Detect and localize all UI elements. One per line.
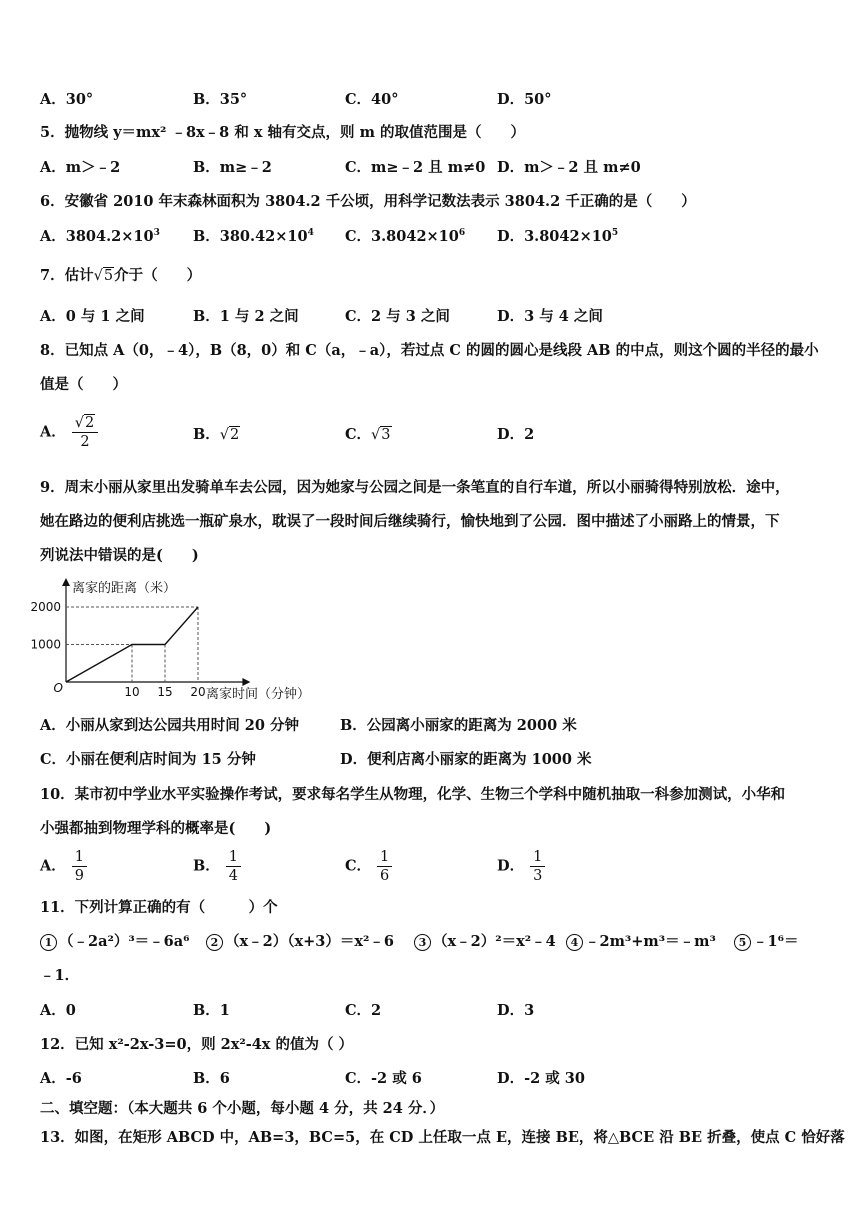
q12-option-a: A．-6 xyxy=(40,1070,82,1087)
q11-option-b: B．1 xyxy=(193,1002,230,1019)
q11-item-2 xyxy=(206,932,394,952)
q11-item-2-text: （x﹣2）（x+3）＝x²﹣6 xyxy=(225,933,394,950)
q10-d-denominator: 3 xyxy=(533,868,543,884)
q12-stem: 12．已知 x²-2x-3=0，则 2x²-4x 的值为（ ） xyxy=(40,1036,354,1053)
q9-option-d: D．便利店离小丽家的距离为 1000 米 xyxy=(340,751,592,768)
q12-option-b: B．6 xyxy=(193,1070,230,1087)
q10-a-denominator: 9 xyxy=(74,868,84,884)
q8-b-radicand: 2 xyxy=(230,427,240,443)
q8-c-label: C． xyxy=(345,426,372,443)
q7-radicand: 5 xyxy=(103,268,114,284)
q11-item-3-text: （x﹣2）²＝x²﹣4 xyxy=(433,933,556,950)
q8-option-c: C．√3 xyxy=(345,426,391,443)
x-axis-label: 离家时间（分钟） xyxy=(206,687,311,702)
q8-stem-line1: 8．已知点 A（0，﹣4），B（8，0）和 C（a，﹣a），若过点 C 的圆的圆心是线段 AB 的中点，则这个圆的半径的最小 xyxy=(40,342,819,359)
q7-option-b: B．1 与 2 之间 xyxy=(193,308,299,325)
q9-stem-line3: 列说法中错误的是( ) xyxy=(40,547,199,564)
q10-option-b xyxy=(193,848,241,885)
q4-option-a: A．30° xyxy=(40,91,94,108)
q11-item-5 xyxy=(734,932,798,952)
y-axis-arrow xyxy=(62,578,70,586)
q7-option-a: A．0 与 1 之间 xyxy=(40,308,145,325)
q11-item-4-marker: 4 xyxy=(566,934,583,951)
q5-option-d: D．m＞﹣2 且 m≠0 xyxy=(497,159,641,176)
q9-stem-line1: 9．周末小丽从家里出发骑单车去公园，因为她家与公园之间是一条笔直的自行车道，所以小丽骑得特别放松．途中， xyxy=(40,479,790,496)
q6-option-a xyxy=(40,227,160,247)
q11-item-3 xyxy=(414,932,556,952)
q10-option-a xyxy=(40,848,87,885)
q10-stem-line2: 小强都抽到物理学科的概率是( ) xyxy=(40,820,272,837)
section-2-heading: 二、填空题：（本大题共 6 个小题，每小题 4 分，共 24 分．） xyxy=(40,1100,445,1117)
q8-c-radicand: 3 xyxy=(381,427,391,443)
origin-label: O xyxy=(53,681,63,695)
q6-b-base: B．380.42×10 xyxy=(193,228,308,245)
q7-stem-suffix: 介于（ ） xyxy=(114,267,202,284)
q10-c-numerator: 1 xyxy=(377,848,392,867)
y-axis-label: 离家的距离（米） xyxy=(72,581,177,596)
q7-sqrt: √5 xyxy=(93,268,114,284)
q6-option-c xyxy=(345,227,465,247)
x-tick-15: 15 xyxy=(157,685,173,699)
q6-b-exp: 4 xyxy=(307,228,314,239)
q8-option-a xyxy=(40,414,98,451)
q7-stem-prefix: 7．估计 xyxy=(40,267,94,284)
q11-item-4 xyxy=(566,932,716,952)
q9-option-a: A．小丽从家到达公园共用时间 20 分钟 xyxy=(40,717,300,734)
q4-option-d: D．50° xyxy=(497,91,552,108)
q8-a-denominator: 2 xyxy=(80,434,90,450)
q11-option-c: C．2 xyxy=(345,1002,382,1019)
q11-option-a: A．0 xyxy=(40,1002,76,1019)
q10-stem-line1: 10．某市初中学业水平实验操作考试，要求每名学生从物理，化学、生物三个学科中随机抽取一科参加测试，小华和 xyxy=(40,786,786,803)
q10-d-label: D． xyxy=(497,857,525,875)
q10-b-label: B． xyxy=(193,857,220,875)
q10-d-numerator: 1 xyxy=(530,848,545,867)
x-axis-arrow xyxy=(242,678,250,686)
q10-a-numerator: 1 xyxy=(72,848,87,867)
q11-item-5-marker: 5 xyxy=(734,934,751,951)
q13-stem: 13．如图，在矩形 ABCD 中，AB=3，BC=5，在 CD 上任取一点 E，连接 BE，将△BCE 沿 BE 折叠，使点 C 恰好落 xyxy=(40,1129,845,1146)
q9-stem-line2: 她在路边的便利店挑选一瓶矿泉水，耽误了一段时间后继续骑行，愉快地到了公园．图中描述了小丽路上的情景，下 xyxy=(40,513,780,530)
q9-option-c: C．小丽在便利店时间为 15 分钟 xyxy=(40,751,256,768)
q6-c-exp: 6 xyxy=(458,228,466,239)
q10-c-denominator: 6 xyxy=(380,868,390,884)
q11-item-1-text: （﹣2a²）³＝﹣6a⁶ xyxy=(59,933,190,950)
y-tick-1000: 1000 xyxy=(30,637,61,652)
q5-option-c: C．m≥﹣2 且 m≠0 xyxy=(345,159,486,176)
q11-item-4-text: ﹣2m³+m³＝﹣m³ xyxy=(585,933,716,950)
x-tick-10: 10 xyxy=(124,685,140,699)
q5-option-a: A．m＞﹣2 xyxy=(40,159,121,176)
q6-stem: 6．安徽省 2010 年末森林面积为 3804.2 千公顷，用科学记数法表示 3804.2 千正确的是（ ） xyxy=(40,193,696,210)
q5-option-b: B．m≥﹣2 xyxy=(193,159,272,176)
q11-item-1 xyxy=(40,932,190,952)
q8-a-radicand: 2 xyxy=(85,415,95,431)
q7-option-d: D．3 与 4 之间 xyxy=(497,308,603,325)
q6-a-base: A．3804.2×10 xyxy=(40,228,154,245)
q11-item-5-text: ﹣1⁶＝ xyxy=(753,933,799,950)
q11-option-d: D．3 xyxy=(497,1002,535,1019)
q11-item-3-marker: 3 xyxy=(414,934,431,951)
q10-b-numerator: 1 xyxy=(226,848,241,867)
q9-option-b: B．公园离小丽家的距离为 2000 米 xyxy=(340,717,577,734)
q11-continuation: ﹣1． xyxy=(40,967,80,984)
q12-option-c: C．-2 或 6 xyxy=(345,1070,422,1087)
q12-option-d: D．-2 或 30 xyxy=(497,1070,585,1087)
q8-a-fraction: $\frac{√2}{2}$ xyxy=(72,414,98,451)
q6-option-d xyxy=(497,227,618,247)
q11-stem: 11．下列计算正确的有（ ）个 xyxy=(40,899,278,916)
q8-a-label: A． xyxy=(40,423,66,441)
q7-option-c: C．2 与 3 之间 xyxy=(345,308,450,325)
q6-option-b xyxy=(193,227,314,247)
q4-option-c: C．40° xyxy=(345,91,399,108)
q6-d-base: D．3.8042×10 xyxy=(497,228,612,245)
q6-d-exp: 5 xyxy=(611,228,619,239)
q8-option-d: D．2 xyxy=(497,426,535,443)
q6-a-exp: 3 xyxy=(153,228,160,239)
q6-c-base: C．3.8042×10 xyxy=(345,228,459,245)
q10-a-label: A． xyxy=(40,857,66,875)
q8-stem-line2: 值是（ ） xyxy=(40,376,127,393)
q5-stem: 5．抛物线 y＝mx² ﹣8x﹣8 和 x 轴有交点，则 m 的取值范围是（ ） xyxy=(40,124,525,141)
distance-time-graph xyxy=(30,576,358,704)
q10-b-denominator: 4 xyxy=(228,868,238,884)
q4-option-b: B．35° xyxy=(193,91,248,108)
q7-stem xyxy=(40,266,201,286)
q10-option-d xyxy=(497,848,545,885)
q10-c-label: C． xyxy=(345,857,372,875)
y-tick-2000: 2000 xyxy=(30,600,61,614)
q11-item-1-marker: 1 xyxy=(40,934,57,951)
q10-option-c xyxy=(345,848,392,885)
x-tick-20: 20 xyxy=(190,685,206,699)
q8-option-b: B．√2 xyxy=(193,426,240,443)
q11-item-2-marker: 2 xyxy=(206,934,223,951)
q8-b-label: B． xyxy=(193,426,220,443)
